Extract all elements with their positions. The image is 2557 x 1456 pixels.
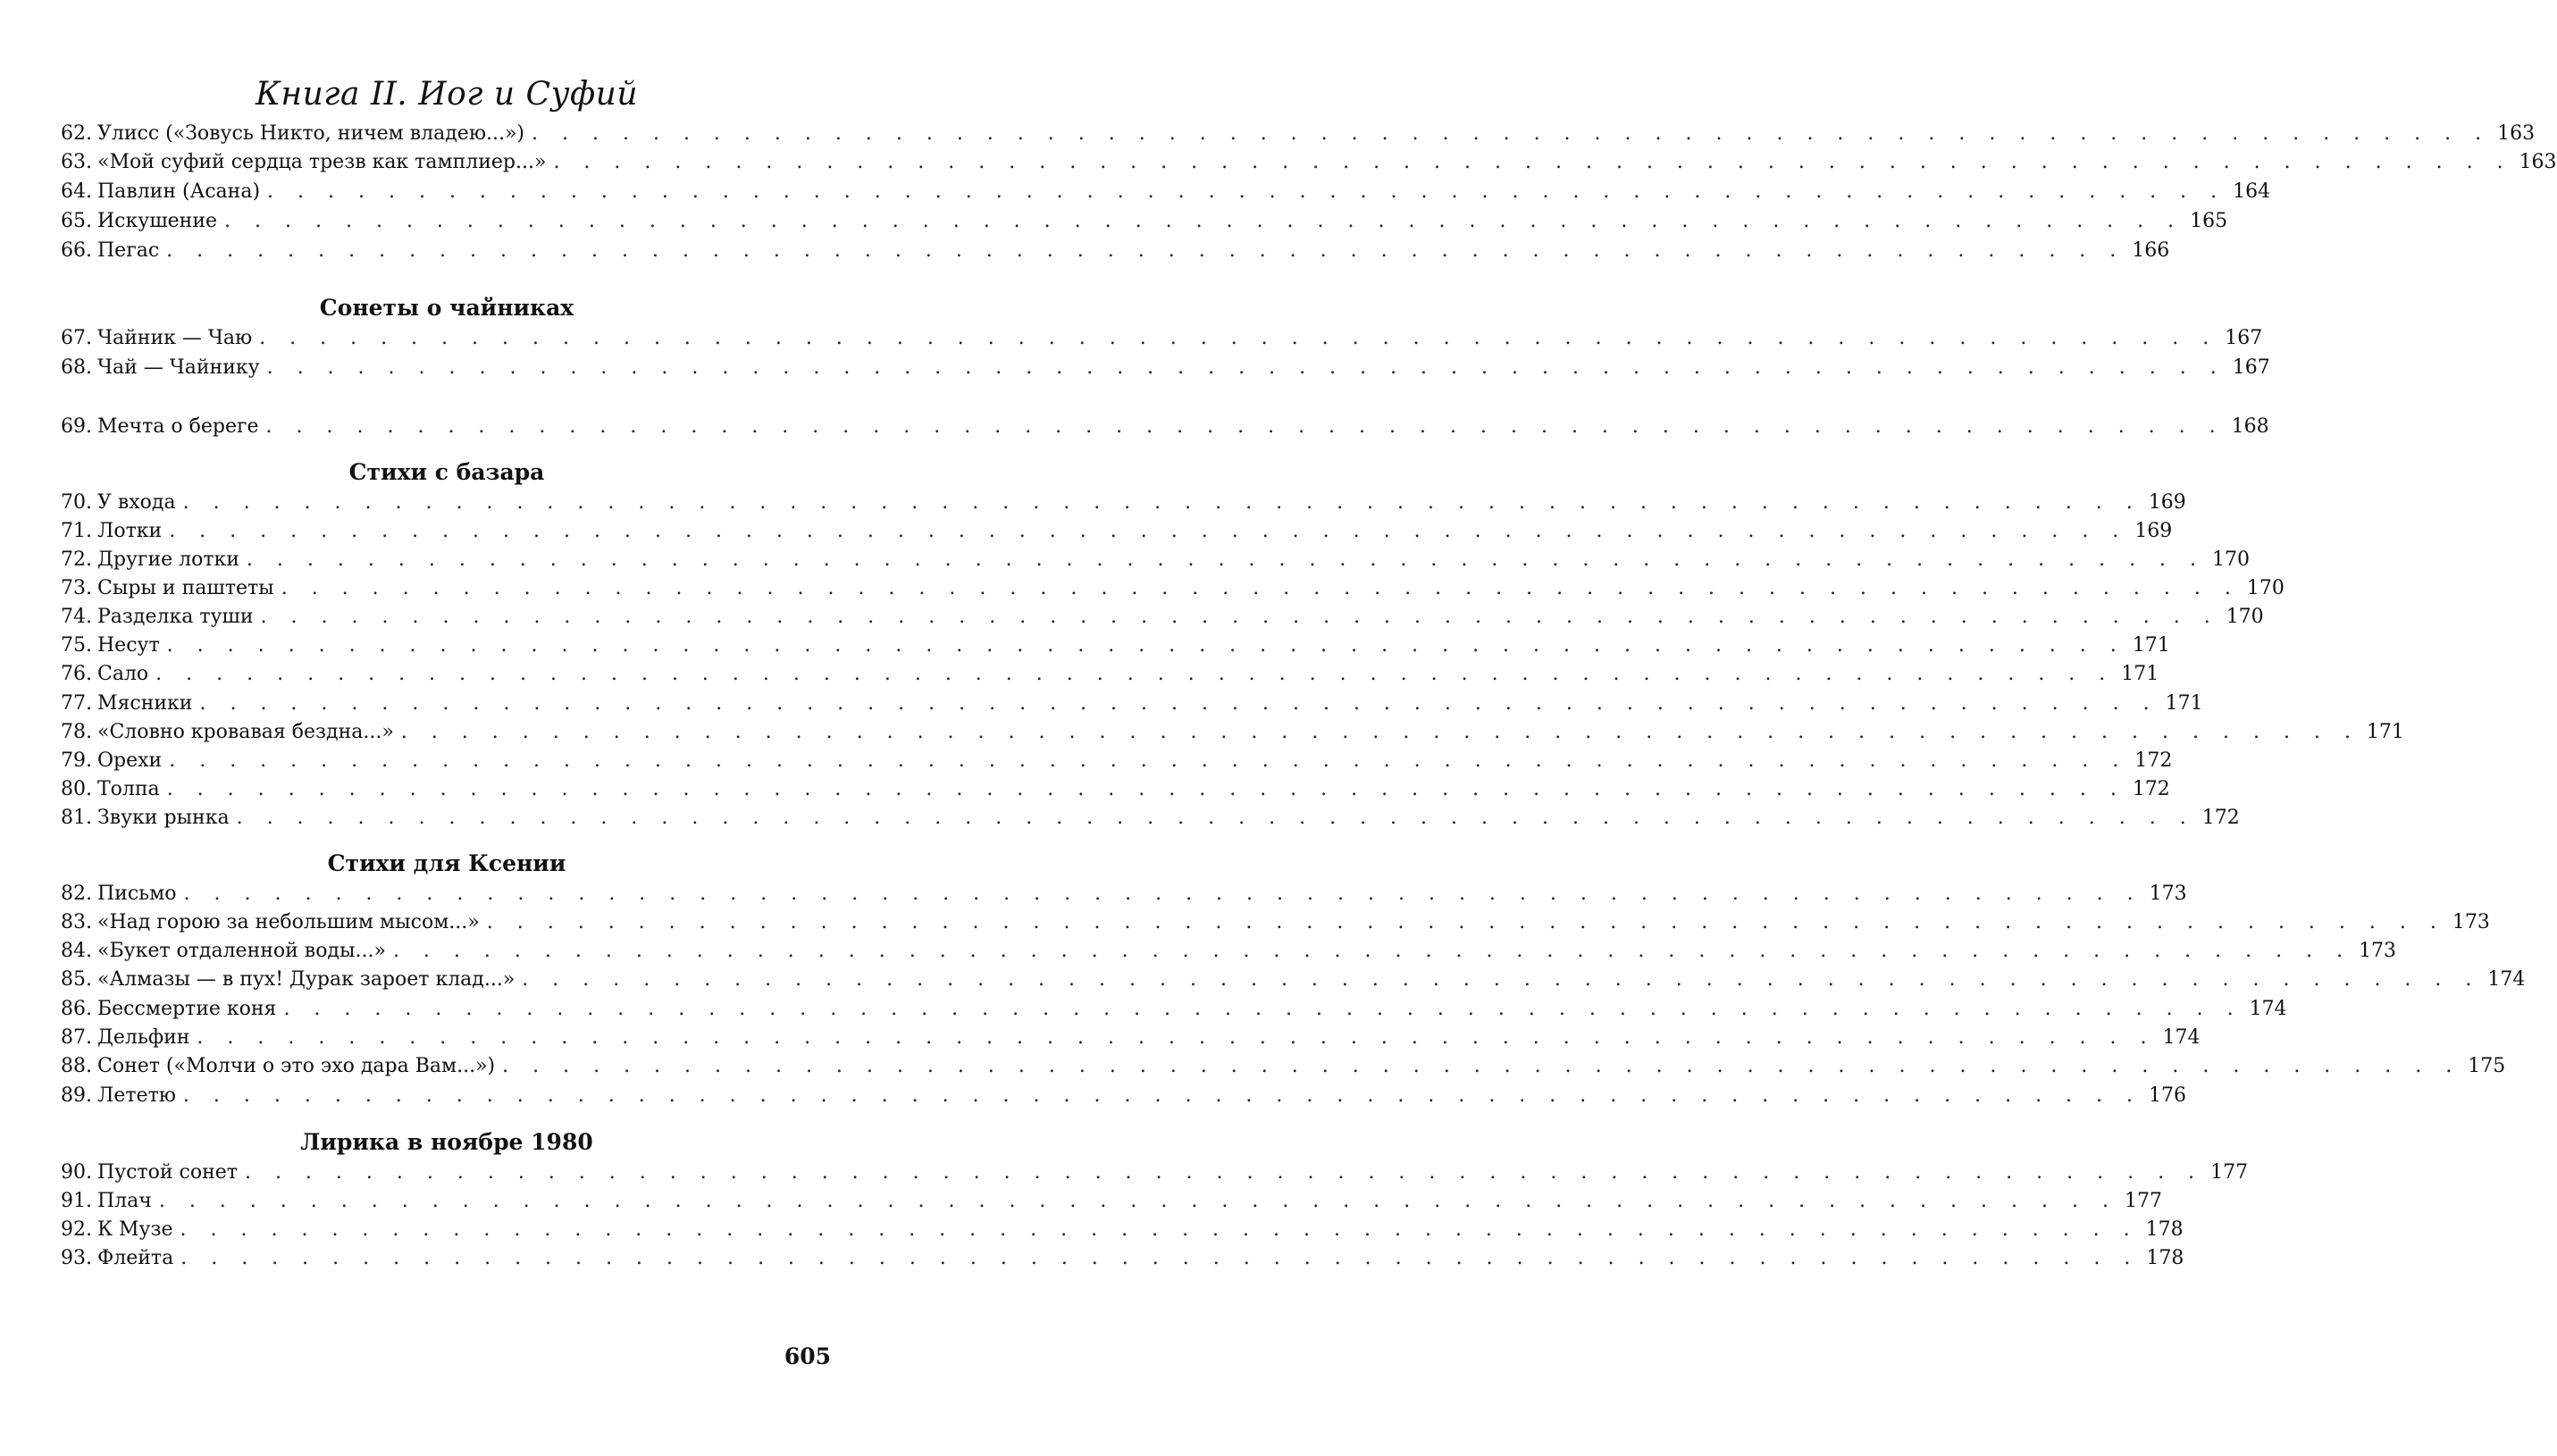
dot-leader: . . . . . . . . . . . . . . . . . . . . . . . . . . . . . . . . . . . . . . . . . . . . . . . . . . . . . . . . . . . . . . . . . (281, 577, 2240, 599)
toc-entry (61, 996, 2287, 1023)
entry-title: Павлин (Асана) (97, 180, 261, 203)
entry-number: 65. (61, 210, 92, 232)
entry-number: 88. (61, 1055, 92, 1077)
dot-leader: . . . . . . . . . . . . . . . . . . . . . . . . . . . . . . . . . . . . . . . . . . . . . . . . . . . . . . . . . . . . . . . . . (180, 1218, 2139, 1241)
dot-leader: . . . . . . . . . . . . . . . . . . . . . . . . . . . . . . . . . . . . . . . . . . . . . . . . . . . . . . . . . . . . . . . . . (259, 327, 2218, 349)
entry-title: Мечта о береге (97, 415, 259, 438)
entry-page: 174 (2487, 968, 2526, 991)
entry-title: «Букет отдаленной воды...» (97, 940, 386, 962)
dot-leader: . . . . . . . . . . . . . . . . . . . . . . . . . . . . . . . . . . . . . . . . . . . . . . . . . . . . . . . . . . . . . . . . . (553, 151, 2512, 173)
entry-number: 80. (61, 778, 92, 800)
entry-number: 62. (61, 122, 92, 145)
toc-entry (61, 490, 2186, 516)
book-part-title: Книга II. Иог и Суфий (256, 76, 638, 113)
dot-leader: . . . . . . . . . . . . . . . . . . . . . . . . . . . . . . . . . . . . . . . . . . . . . . . . . . . . . . . . . . . . . . . . . (182, 1084, 2142, 1107)
entry-number: 74. (61, 606, 92, 628)
toc-entry (61, 518, 2173, 545)
entry-page: 171 (2366, 721, 2404, 743)
dot-leader: . . . . . . . . . . . . . . . . . . . . . . . . . . . . . . . . . . . . . . . . . . . . . . . . . . . . . . . . . . . . . . . . . (236, 807, 2195, 829)
entry-number: 83. (61, 911, 92, 933)
entry-number: 71. (61, 520, 92, 542)
dot-leader: . . . . . . . . . . . . . . . . . . . . . . . . . . . . . . . . . . . . . . . . . . . . . . . . . . . . . . . . . . . . . . . . . (169, 749, 2128, 772)
toc-entry (61, 805, 2240, 832)
entry-title: «Мой суфий сердца трезв как тамплиер...» (97, 151, 547, 173)
toc-entry (61, 575, 2285, 602)
toc-entry (61, 938, 2397, 965)
toc-entry (61, 1083, 2187, 1109)
entry-page: 174 (2249, 998, 2287, 1020)
entry-title: «Алмазы — в пух! Дурак зароет клад...» (97, 968, 516, 991)
dot-leader: . . . . . . . . . . . . . . . . . . . . . . . . . . . . . . . . . . . . . . . . . . . . . . . . . . . . . . . . . . . . . . . . . (199, 692, 2159, 715)
entry-number: 82. (61, 883, 92, 905)
entry-number: 81. (61, 807, 92, 829)
toc-entry (61, 881, 2187, 908)
dot-leader: . . . . . . . . . . . . . . . . . . . . . . . . . . . . . . . . . . . . . . . . . . . . . . . . . . . . . . . . . . . . . . . . . (166, 634, 2125, 657)
entry-title: Пустой сонет (97, 1161, 238, 1184)
entry-page: 178 (2145, 1218, 2184, 1241)
toc-entry (61, 909, 2490, 936)
entry-number: 69. (61, 415, 92, 438)
entry-number: 93. (61, 1247, 92, 1269)
dot-leader: . . . . . . . . . . . . . . . . . . . . . . . . . . . . . . . . . . . . . . . . . . . . . . . . . . . . . . . . . . . . . . . . . (400, 721, 2360, 743)
entry-page: 170 (2226, 606, 2264, 628)
section-heading-teapots: Сонеты о чайниках (319, 295, 574, 321)
entry-title: Пегас (97, 239, 160, 262)
entry-title: Сыры и паштеты (97, 577, 274, 599)
page-number: 605 (784, 1343, 831, 1369)
entry-number: 85. (61, 968, 92, 991)
entry-title: Письмо (97, 883, 177, 905)
dot-leader: . . . . . . . . . . . . . . . . . . . . . . . . . . . . . . . . . . . . . . . . . . . . . . . . . . . . . . . . . . . . . . . . . (266, 356, 2226, 379)
entry-page: 176 (2149, 1084, 2187, 1107)
toc-entry (61, 179, 2271, 205)
toc-entry (61, 547, 2251, 573)
entry-title: Плач (97, 1190, 152, 1212)
entry-number: 78. (61, 721, 92, 743)
toc-entry (61, 238, 2170, 264)
dot-leader: . . . . . . . . . . . . . . . . . . . . . . . . . . . . . . . . . . . . . . . . . . . . . . . . . . . . . . . . . . . . . . . . . (267, 180, 2226, 203)
entry-number: 72. (61, 548, 92, 571)
entry-page: 173 (2149, 883, 2187, 905)
dot-leader: . . . . . . . . . . . . . . . . . . . . . . . . . . . . . . . . . . . . . . . . . . . . . . . . . . . . . . . . . . . . . . . . . (392, 940, 2352, 962)
entry-number: 89. (61, 1084, 92, 1107)
entry-page: 163 (2519, 151, 2557, 173)
dot-leader: . . . . . . . . . . . . . . . . . . . . . . . . . . . . . . . . . . . . . . . . . . . . . . . . . . . . . . . . . . . . . . . . . (260, 606, 2219, 628)
toc-entry (61, 1159, 2249, 1186)
entry-number: 68. (61, 356, 92, 379)
entry-title: Орехи (97, 749, 163, 772)
entry-page: 177 (2210, 1161, 2249, 1184)
dot-leader: . . . . . . . . . . . . . . . . . . . . . . . . . . . . . . . . . . . . . . . . . . . . . . . . . . . . . . . . . . . . . . . . . (166, 239, 2125, 262)
entry-title: Улисс («Зовусь Никто, ничем владею...») (97, 122, 525, 145)
toc-entry (61, 355, 2270, 381)
entry-title: Лотки (97, 520, 163, 542)
entry-title: Звуки рынка (97, 807, 230, 829)
toc-entry (61, 1188, 2162, 1215)
dot-leader: . . . . . . . . . . . . . . . . . . . . . . . . . . . . . . . . . . . . . . . . . . . . . . . . . . . . . . . . . . . . . . . . . (502, 1055, 2461, 1077)
dot-leader: . . . . . . . . . . . . . . . . . . . . . . . . . . . . . . . . . . . . . . . . . . . . . . . . . . . . . . . . . . . . . . . . . (246, 548, 2206, 571)
entry-page: 172 (2132, 778, 2170, 800)
entry-page: 169 (2148, 491, 2186, 514)
entry-title: Толпа (97, 778, 160, 800)
toc-entry (61, 325, 2263, 352)
toc-entry (61, 748, 2173, 774)
entry-number: 77. (61, 692, 92, 715)
entry-page: 167 (2232, 356, 2270, 379)
entry-title: Сало (97, 663, 149, 685)
entry-title: Искушение (97, 210, 218, 232)
entry-number: 73. (61, 577, 92, 599)
entry-title: Мясники (97, 692, 193, 715)
dot-leader: . . . . . . . . . . . . . . . . . . . . . . . . . . . . . . . . . . . . . . . . . . . . . . . . . . . . . . . . . . . . . . . . . (522, 968, 2481, 991)
entry-page: 174 (2162, 1026, 2201, 1049)
entry-title: Чайник — Чаю (97, 327, 253, 349)
toc-entry (61, 719, 2404, 746)
entry-page: 169 (2134, 520, 2173, 542)
entry-title: Флейта (97, 1247, 174, 1269)
entry-number: 67. (61, 327, 92, 349)
entry-title: «Словно кровавая бездна...» (97, 721, 394, 743)
entry-title: Дельфин (97, 1026, 190, 1049)
entry-page: 177 (2124, 1190, 2162, 1212)
entry-title: К Музе (97, 1218, 173, 1241)
entry-page: 170 (2212, 548, 2251, 571)
dot-leader: . . . . . . . . . . . . . . . . . . . . . . . . . . . . . . . . . . . . . . . . . . . . . . . . . . . . . . . . . . . . . . . . . (244, 1161, 2204, 1184)
toc-entry (61, 690, 2203, 717)
entry-page: 173 (2452, 911, 2490, 933)
dot-leader: . . . . . . . . . . . . . . . . . . . . . . . . . . . . . . . . . . . . . . . . . . . . . . . . . . . . . . . . . . . . . . . . . (265, 415, 2225, 438)
entry-page: 172 (2134, 749, 2173, 772)
dot-leader: . . . . . . . . . . . . . . . . . . . . . . . . . . . . . . . . . . . . . . . . . . . . . . . . . . . . . . . . . . . . . . . . . (182, 491, 2142, 514)
entry-number: 92. (61, 1218, 92, 1241)
entry-number: 86. (61, 998, 92, 1020)
toc-entry (61, 776, 2170, 803)
entry-title: Бессмертие коня (97, 998, 277, 1020)
entry-page: 171 (2121, 663, 2159, 685)
entry-title: Сонет («Молчи о это эхо дара Вам...») (97, 1055, 496, 1077)
toc-entry (61, 1217, 2184, 1243)
entry-page: 172 (2201, 807, 2240, 829)
entry-page: 173 (2359, 940, 2397, 962)
toc-entry (61, 149, 2557, 176)
entry-number: 87. (61, 1026, 92, 1049)
toc-entry (61, 1053, 2506, 1080)
section-heading-bazaar: Стихи с базара (348, 459, 545, 485)
dot-leader: . . . . . . . . . . . . . . . . . . . . . . . . . . . . . . . . . . . . . . . . . . . . . . . . . . . . . . . . . . . . . . . . . (169, 520, 2128, 542)
toc-entry (61, 121, 2536, 147)
entry-number: 63. (61, 151, 92, 173)
toc-entry (61, 414, 2269, 440)
entry-page: 170 (2246, 577, 2285, 599)
entry-number: 79. (61, 749, 92, 772)
toc-entry (61, 208, 2228, 235)
entry-title: Лететю (97, 1084, 176, 1107)
entry-number: 75. (61, 634, 92, 657)
entry-page: 175 (2468, 1055, 2506, 1077)
dot-leader: . . . . . . . . . . . . . . . . . . . . . . . . . . . . . . . . . . . . . . . . . . . . . . . . . . . . . . . . . . . . . . . . . (532, 122, 2491, 145)
dot-leader: . . . . . . . . . . . . . . . . . . . . . . . . . . . . . . . . . . . . . . . . . . . . . . . . . . . . . . . . . . . . . . . . . (180, 1247, 2140, 1269)
entry-number: 84. (61, 940, 92, 962)
entry-page: 163 (2497, 122, 2536, 145)
entry-page: 166 (2132, 239, 2170, 262)
toc-entry (61, 1245, 2184, 1272)
entry-page: 178 (2146, 1247, 2184, 1269)
toc-entry (61, 966, 2526, 993)
entry-number: 90. (61, 1161, 92, 1184)
entry-number: 64. (61, 180, 92, 203)
entry-page: 167 (2225, 327, 2263, 349)
entry-page: 164 (2233, 180, 2271, 203)
dot-leader: . . . . . . . . . . . . . . . . . . . . . . . . . . . . . . . . . . . . . . . . . . . . . . . . . . . . . . . . . . . . . . . . . (486, 911, 2445, 933)
entry-title: Разделка туши (97, 606, 254, 628)
toc-entry (61, 661, 2159, 688)
entry-title: Другие лотки (97, 548, 239, 571)
dot-leader: . . . . . . . . . . . . . . . . . . . . . . . . . . . . . . . . . . . . . . . . . . . . . . . . . . . . . . . . . . . . . . . . . (283, 998, 2243, 1020)
entry-page: 171 (2165, 692, 2203, 715)
entry-page: 165 (2190, 210, 2228, 232)
entry-title: Несут (97, 634, 160, 657)
entry-number: 76. (61, 663, 92, 685)
toc-entry (61, 1025, 2201, 1051)
dot-leader: . . . . . . . . . . . . . . . . . . . . . . . . . . . . . . . . . . . . . . . . . . . . . . . . . . . . . . . . . . . . . . . . . (166, 778, 2125, 800)
dot-leader: . . . . . . . . . . . . . . . . . . . . . . . . . . . . . . . . . . . . . . . . . . . . . . . . . . . . . . . . . . . . . . . . . (158, 1190, 2117, 1212)
entry-title: Чай — Чайнику (97, 356, 260, 379)
dot-leader: . . . . . . . . . . . . . . . . . . . . . . . . . . . . . . . . . . . . . . . . . . . . . . . . . . . . . . . . . . . . . . . . . (224, 210, 2184, 232)
entry-page: 171 (2132, 634, 2170, 657)
entry-number: 91. (61, 1190, 92, 1212)
entry-page: 168 (2231, 415, 2269, 438)
entry-number: 70. (61, 491, 92, 514)
section-heading-lyrics: Лирика в ноябре 1980 (300, 1129, 593, 1155)
dot-leader: . . . . . . . . . . . . . . . . . . . . . . . . . . . . . . . . . . . . . . . . . . . . . . . . . . . . . . . . . . . . . . . . . (197, 1026, 2156, 1049)
entry-title: «Над горою за небольшим мысом...» (97, 911, 480, 933)
dot-leader: . . . . . . . . . . . . . . . . . . . . . . . . . . . . . . . . . . . . . . . . . . . . . . . . . . . . . . . . . . . . . . . . . (155, 663, 2115, 685)
toc-entry (61, 604, 2264, 631)
section-heading-xenia: Стихи для Ксении (327, 850, 566, 876)
toc-entry (61, 632, 2170, 659)
entry-number: 66. (61, 239, 92, 262)
dot-leader: . . . . . . . . . . . . . . . . . . . . . . . . . . . . . . . . . . . . . . . . . . . . . . . . . . . . . . . . . . . . . . . . . (183, 883, 2142, 905)
entry-title: У входа (97, 491, 176, 514)
